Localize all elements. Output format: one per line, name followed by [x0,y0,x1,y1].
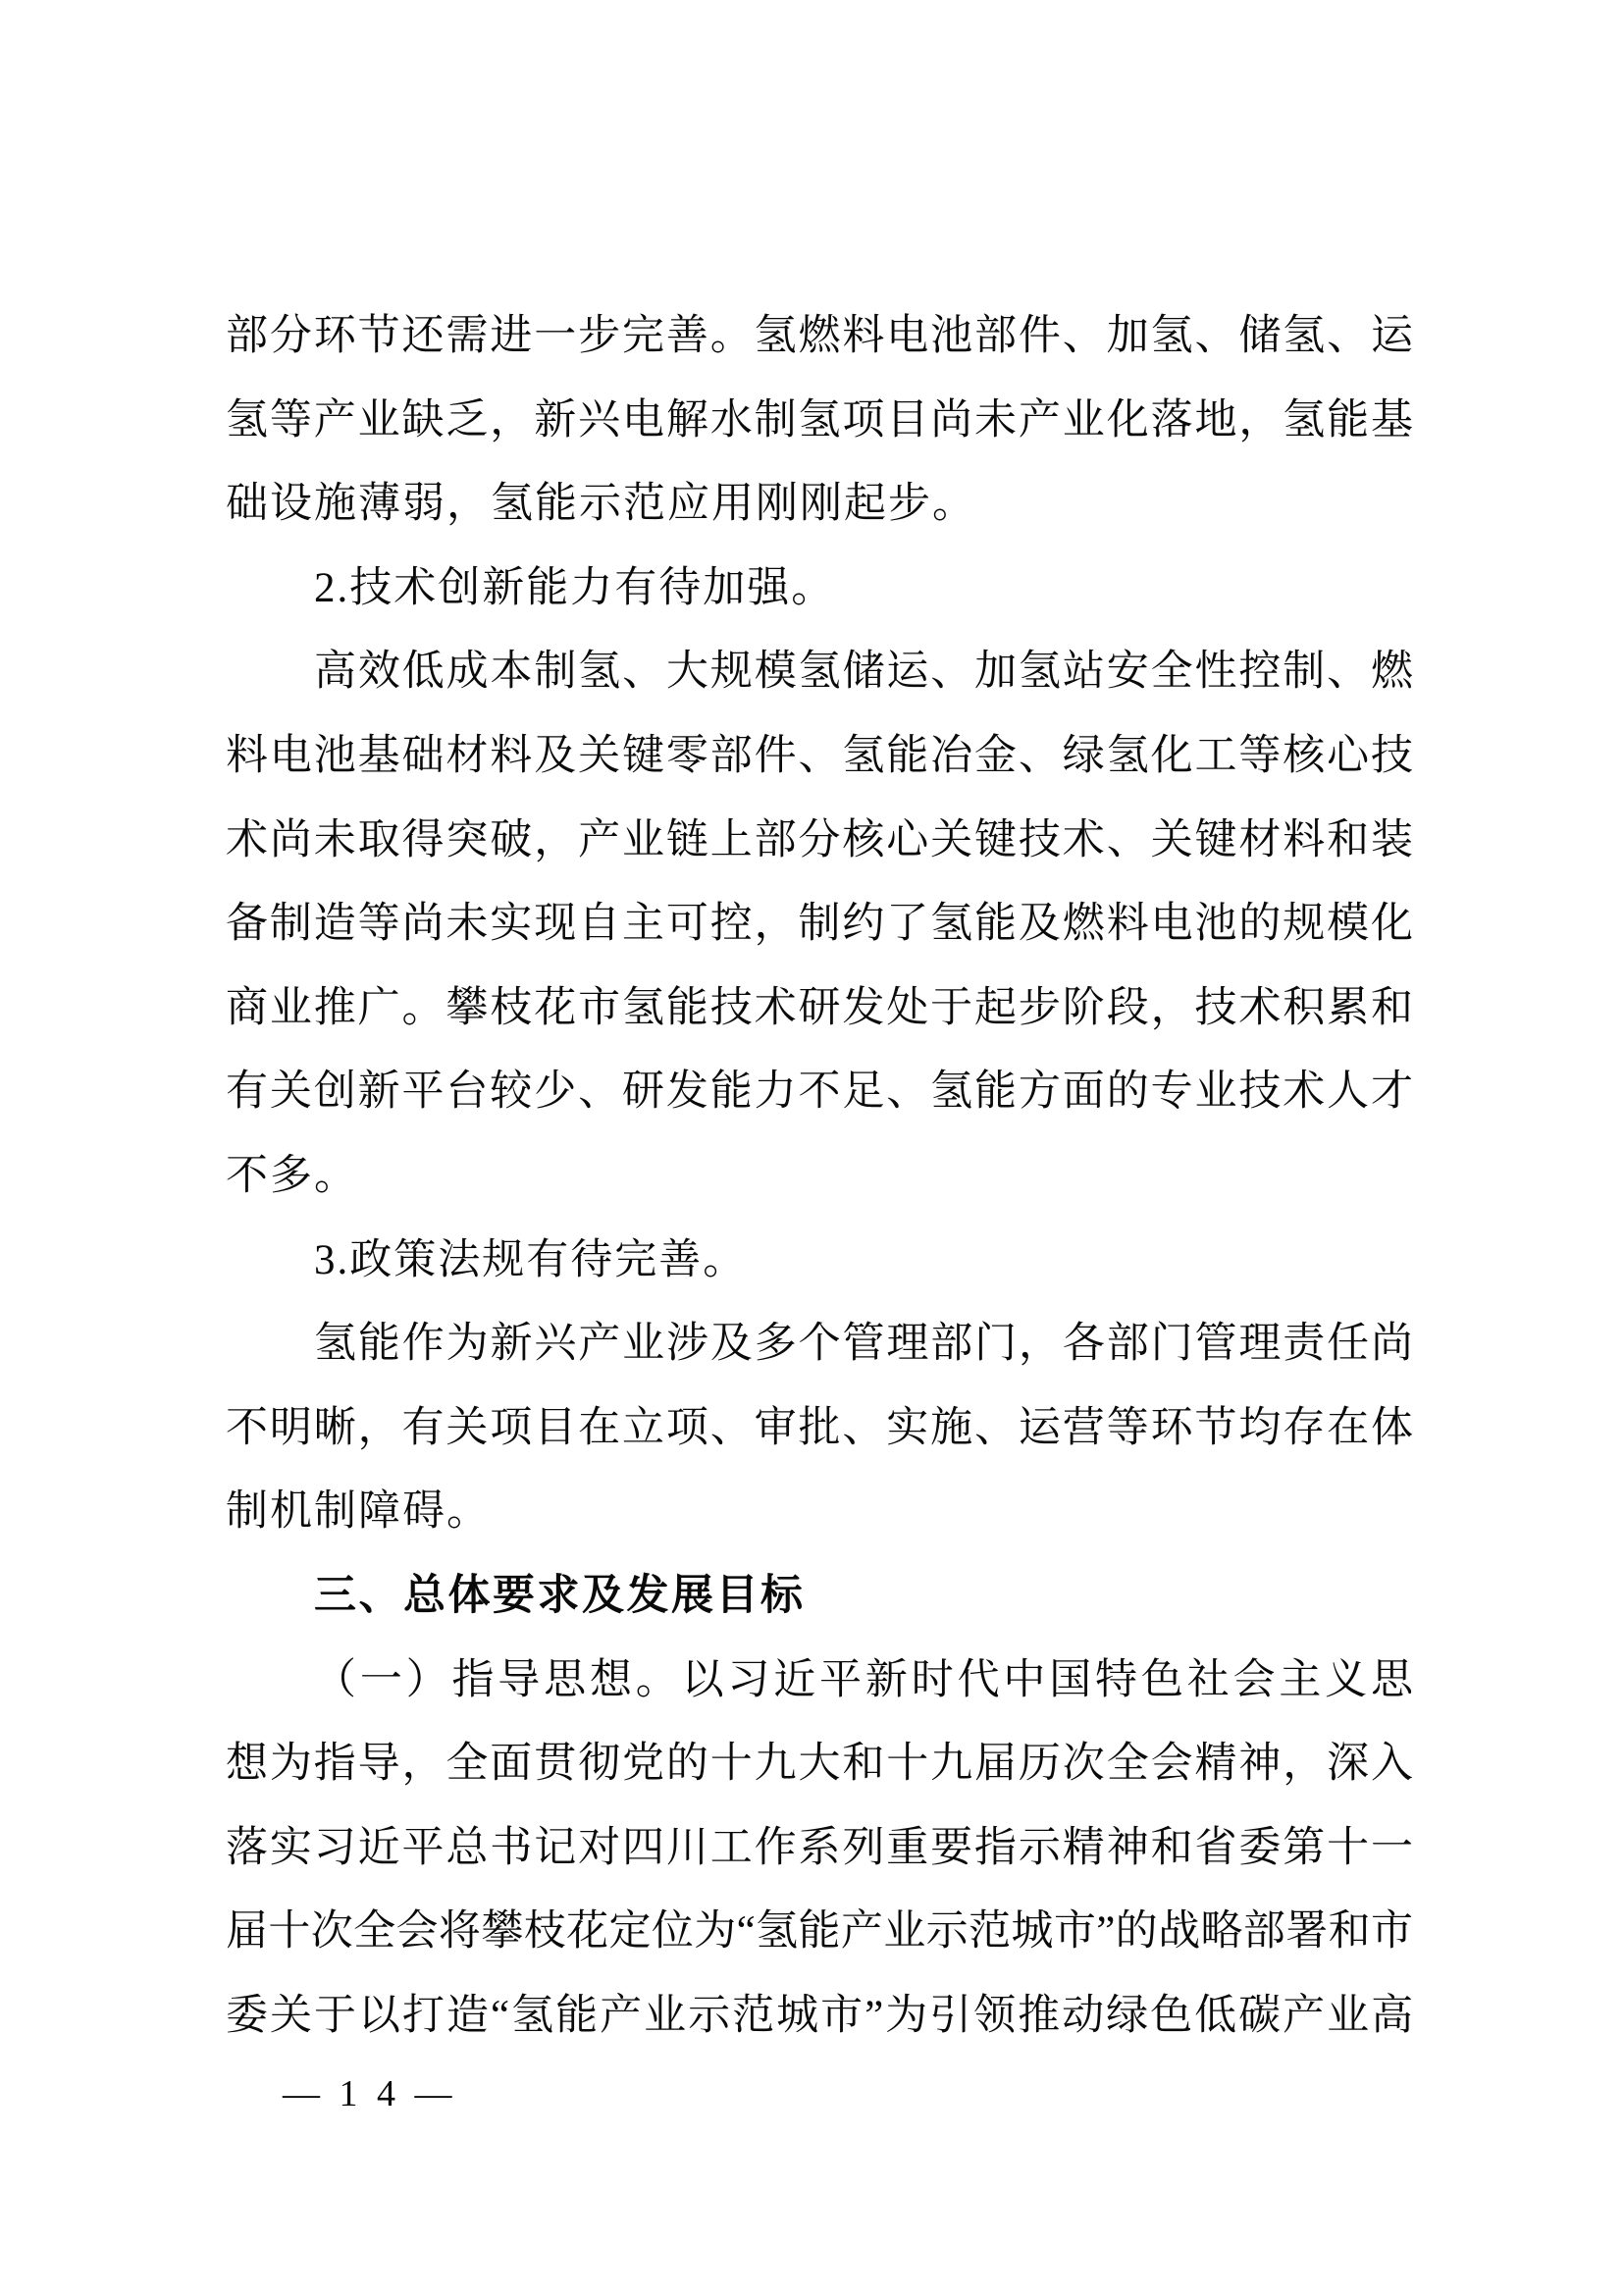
section-heading: 三、总体要求及发展目标 [314,1571,806,1619]
body-line: 不多。 [226,1152,358,1199]
body-line: 高效低成本制氢、大规模氢储运、加氢站安全性控制、燃 [314,649,1413,696]
body-line: 有关创新平台较少、研发能力不足、氢能方面的专业技术人才 [226,1069,1413,1116]
document-body [226,294,1416,2058]
body-line: 商业推广。攀枝花市氢能技术研发处于起步阶段，技术积累和 [226,984,1413,1031]
body-line: 氢能作为新兴产业涉及多个管理部门，各部门管理责任尚 [314,1321,1413,1368]
body-line: 3.政策法规有待完善。 [314,1236,748,1283]
body-line: 础设施薄弱，氢能示范应用刚刚起步。 [226,481,976,528]
body-line: 部分环节还需进一步完善。氢燃料电池部件、加氢、储氢、运 [226,313,1413,359]
body-line: 术尚未取得突破，产业链上部分核心关键技术、关键材料和装 [226,816,1413,863]
body-line: 2.技术创新能力有待加强。 [314,564,836,611]
body-line: 届十次全会将攀枝花定位为“氢能产业示范城市”的战略部署和市 [226,1908,1413,1956]
body-line: 料电池基础材料及关键零部件、氢能冶金、绿氢化工等核心技 [226,732,1413,779]
body-line: 落实习近平总书记对四川工作系列重要指示精神和省委第十一 [226,1824,1413,1871]
body-line: 备制造等尚未实现自主可控，制约了氢能及燃料电池的规模化 [226,901,1413,948]
body-line: 不明晰，有关项目在立项、审批、实施、运营等环节均存在体 [226,1404,1413,1451]
body-line: 委关于以打造“氢能产业示范城市”为引领推动绿色低碳产业高 [226,1992,1416,2039]
page-number: — 1 4 — [283,2073,457,2114]
body-line: 氢等产业缺乏，新兴电解水制氢项目尚未产业化落地，氢能基 [226,396,1413,443]
body-line: 想为指导，全面贯彻党的十九大和十九届历次全会精神，深入 [226,1741,1413,1788]
body-line: （一）指导思想。以习近平新时代中国特色社会主义思 [314,1656,1413,1703]
body-line: 制机制障碍。 [226,1488,491,1536]
